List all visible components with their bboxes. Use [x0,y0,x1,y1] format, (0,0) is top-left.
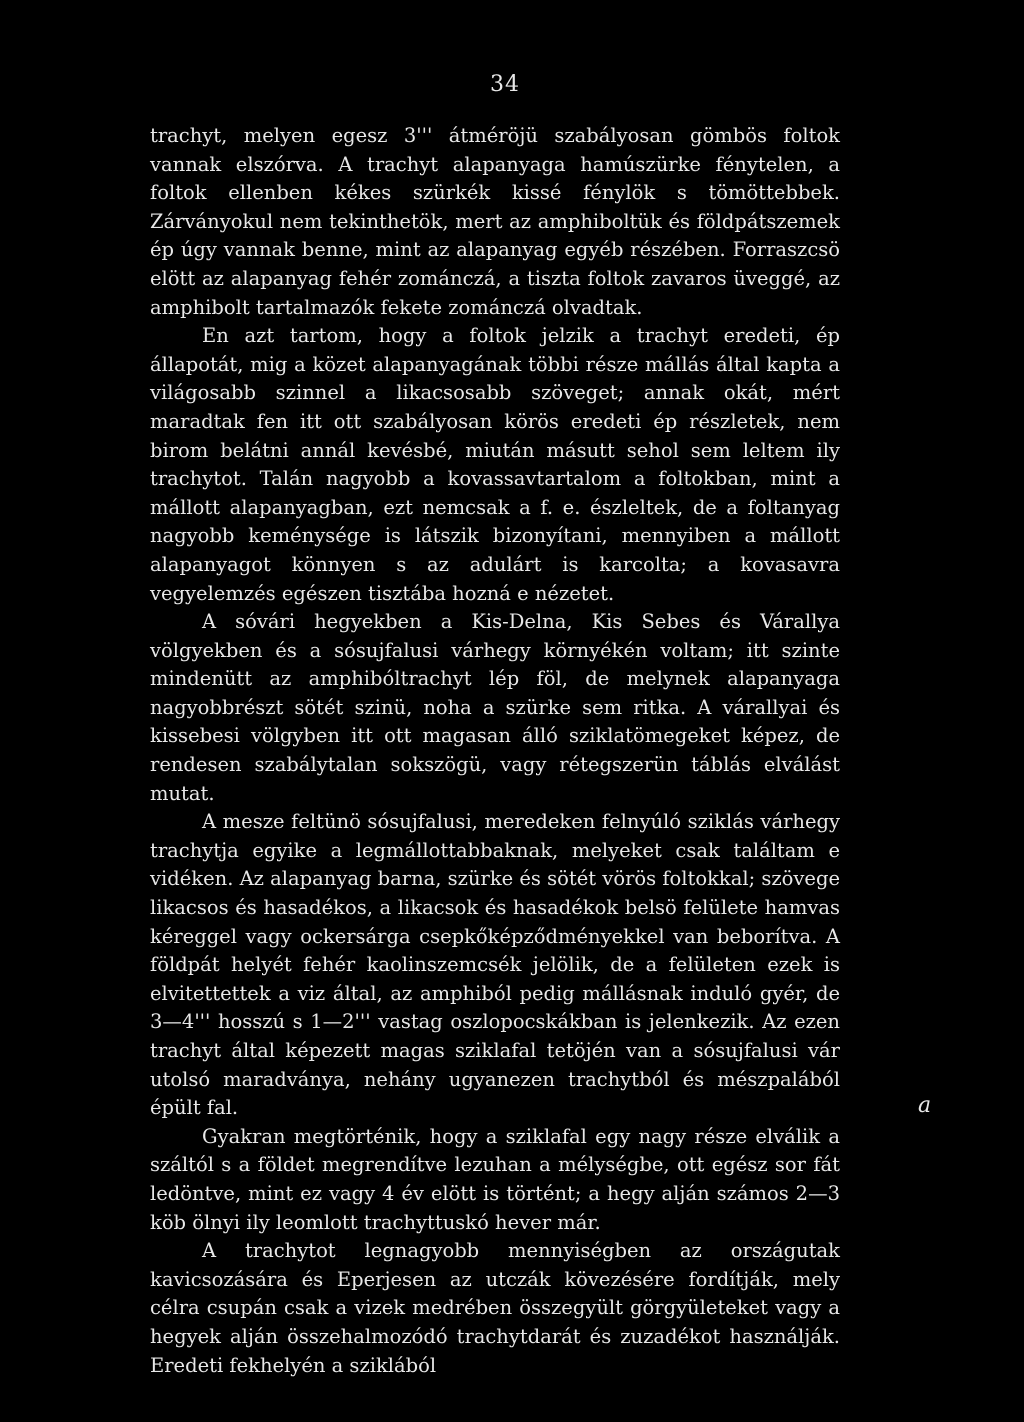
body-text [150,122,840,1380]
paragraph: Gyakran megtörténik, hogy a sziklafal egy nagy része elválik a száltól s a földet megrendítve lezuhan a mélységbe, ott egész sor fát ledöntve, mint ez vagy 4 év elött is történt; a hegy alján számos 2—3 köb ölnyi ily leomlott trachyttuskó hever már. [150,1124,840,1234]
paragraph: A mesze feltünö sósujfalusi, meredeken felnyúló sziklás várhegy trachytja egyike a legmállottabbaknak, melyeket csak találtam e vidéken. Az alapanyag barna, szürke és sötét vörös foltokkal; szövege likacsos és hasadékos, a likacsok és hasadékok belsö felülete hamvas kéreggel vagy ockersárga csepkőképződményekkel van beborítva. A földpát helyét fehér kaolinszemcsék jelölik, de a felületen ezek is elvitettettek a viz által, az amphiból pedig mállásnak induló gyér, de 3—4''' hosszú s 1—2''' vastag oszlopocskákban is jelenkezik. Az ezen trachyt által képezett magas sziklafal tetöjén van a sósujfalusi vár utolsó maradványa, nehány ugyanezen trachytból és mészpalából épült fal. [150,810,840,1120]
paragraph: A sóvári hegyekben a Kis-Delna, Kis Sebes és Várallya völgyekben és a sósujfalusi várhegy környékén voltam; itt szinte mindenütt az amphibóltrachyt lép föl, de melynek alapanyaga nagyobbrészt sötét szinü, noha a szürke sem ritka. A várallyai és kissebesi völgyben itt ott magasan álló sziklatömegeket képez, de rendesen szabálytalan sokszögü, vagy rétegszerün táblás elválást mutat. [150,610,840,805]
paragraph: A trachytot legnagyobb mennyiségben az országutak kavicsozására és Eperjesen az utczák kövezésére fordítják, mely célra csupán csak a vizek medrében összegyült görgyületeket vagy a hegyek alján összehalmozódó trachytdarát és zuzadékot használják. Eredeti fekhelyén a sziklából [150,1239,840,1377]
page-number: 34 [490,72,520,97]
paragraph: En azt tartom, hogy a foltok jelzik a trachyt eredeti, ép állapotát, mig a közet alapanyagának többi része mállás által kapta a világosabb szinnel a likacsosabb szöveget; annak okát, mért maradtak fen itt ott szabályosan körös eredeti ép részletek, nem birom belátni annál kevésbé, miután másutt sehol sem leltem ily trachytot. Talán nagyobb a kovassavtartalom a foltokban, mint a mállott alapanyagban, ezt nemcsak a f. e. észleltek, de a foltanyag nagyobb keménysége is látszik bizonyítani, mennyiben a mállott alapanyagot könnyen s az adulárt is karcolta; a kovasavra vegyelemzés egészen tisztába hozná e nézetet. [150,324,840,605]
paragraph: trachyt, melyen egesz 3''' átméröjü szabályosan gömbös foltok vannak elszórva. A trachyt alapanyaga hamúszürke fénytelen, a foltok ellenben kékes szürkék kissé fénylök s tömöttebbek. Zárványokul nem tekinthetök, mert az amphiboltük és földpátszemek ép úgy vannak benne, mint az alapanyag egyéb részében. Forraszcsö elött az alapanyag fehér zománczá, a tiszta foltok zavaros üveggé, az amphibolt tartalmazók fekete zománczá olvadtak. [150,124,840,319]
margin-annotation: a [918,1093,932,1118]
